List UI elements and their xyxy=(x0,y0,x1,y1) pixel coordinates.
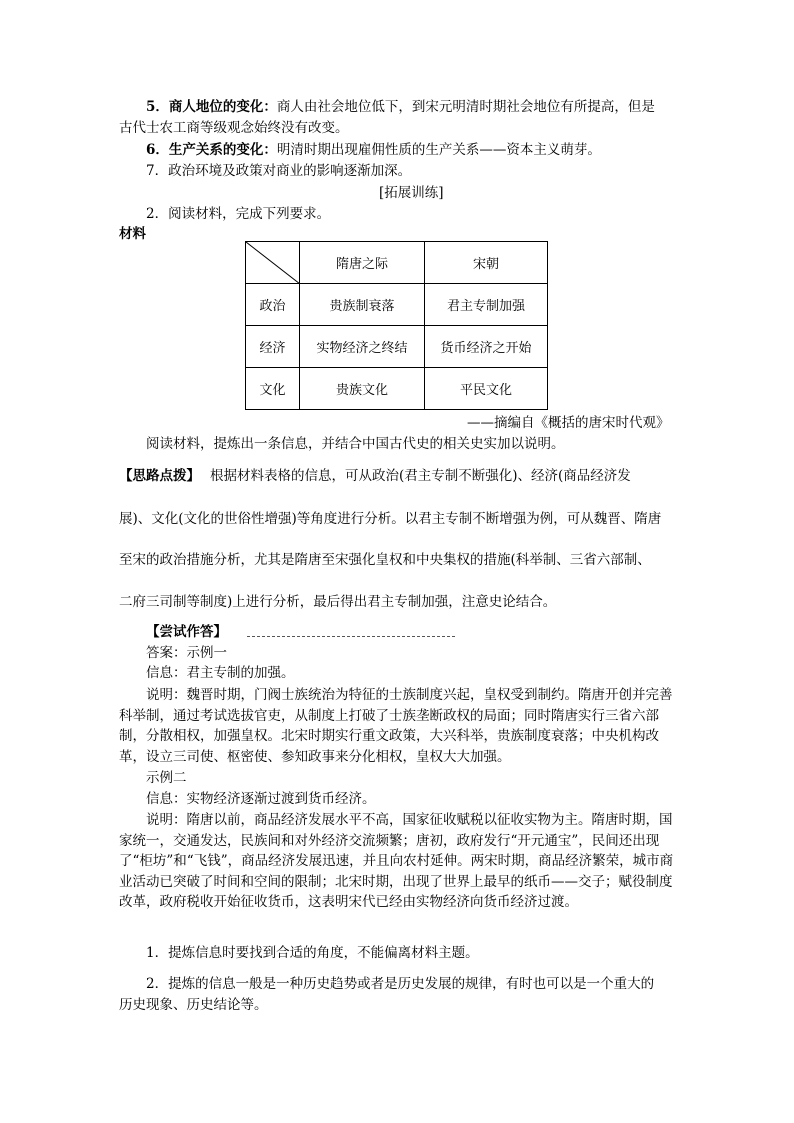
point-5-cont: 古代士农工商等级观念始终没有改变。 xyxy=(119,120,349,136)
point-5 xyxy=(146,97,655,118)
point-5-head: 5．商人地位的变化： xyxy=(146,99,277,115)
section-title: [拓展训练] xyxy=(379,185,444,201)
header-cell: 隋唐之际 xyxy=(300,242,425,284)
row-label: 政治 xyxy=(246,284,300,326)
point-7: 7．政治环境及政策对商业的影响逐渐加深。 xyxy=(146,163,412,179)
table-row xyxy=(246,368,548,410)
row-label: 经济 xyxy=(246,326,300,368)
material-label: 材料 xyxy=(119,226,146,242)
question: 2．阅读材料，完成下列要求。 xyxy=(146,206,331,222)
table-header-row xyxy=(246,242,548,284)
table-row xyxy=(246,284,548,326)
hint-line-2: 展)、文化(文化的世俗性增强)等角度进行分析。以君主专制不断增强为例，可从魏晋、隋唐 xyxy=(119,511,662,527)
diagonal-cell xyxy=(246,242,300,284)
source-citation: ——摘编自《概括的唐宋时代观》 xyxy=(467,415,670,431)
point-5-body: 商人由社会地位低下，到宋元明清时期社会地位有所提高，但是 xyxy=(276,99,655,115)
prompt: 阅读材料，提炼出一条信息，并结合中国古代史的相关史实加以说明。 xyxy=(146,436,565,452)
answer-blank-line xyxy=(247,636,455,637)
point-6-head: 6．生产关系的变化： xyxy=(146,142,277,158)
row-label: 文化 xyxy=(246,368,300,410)
hint-line-1 xyxy=(119,466,631,487)
table-cell: 贵族制衰落 xyxy=(300,284,425,326)
table-cell: 君主专制加强 xyxy=(425,284,548,326)
tip-1: 1．提炼信息时要找到合适的角度，不能偏离材料主题。 xyxy=(146,945,479,961)
example-2-explain: 说明：隋唐以前，商品经济发展水平不高，国家征收赋税以征收实物为主。隋唐时期，国家统一，交通发达，民族间和对外经济交流频繁；唐初，政府发行“开元通宝”，民间还出现了“柜坊”和“飞钱”，商品经济发展迅速，并且向农村延伸。两宋时期，商品经济繁荣，城市商业活动已突破了时间和空间的限制；北宋时期，出现了世界上最早的纸币——交子；赋役制度改革，政府税收开始征收货币，这表明宋代已经由实物经济向货币经济过渡。 xyxy=(119,812,674,910)
material-table xyxy=(245,241,548,410)
point-6-body: 明清时期出现雇佣性质的生产关系——资本主义萌芽。 xyxy=(276,142,601,158)
attempt-label: 【尝试作答】 xyxy=(146,624,227,640)
tip-2-cont: 历史现象、历史结论等。 xyxy=(119,997,268,1013)
hint-line-4: 二府三司制等制度)上进行分析，最后得出君主专制加强，注意史论结合。 xyxy=(119,594,557,610)
example-2-info: 信息：实物经济逐渐过渡到货币经济。 xyxy=(146,791,376,807)
example-1-explain: 说明：魏晋时期，门阀士族统治为特征的士族制度兴起，皇权受到制约。隋唐开创并完善科举制，通过考试选拔官吏，从制度上打破了士族垄断政权的局面；同时隋唐实行三省六部制，分散相权，加强皇权。北宋时期实行重文政策，大兴科举，贵族制度衰落；中央机构改革，设立三司使、枢密使、参知政事来分化相权，皇权大大加强。 xyxy=(119,687,673,765)
example-1-info: 信息：君主专制的加强。 xyxy=(146,665,295,681)
hint-line-3: 至宋的政治措施分析，尤其是隋唐至宋强化皇权和中央集权的措施(科举制、三省六部制、 xyxy=(119,552,651,568)
hint-text: 根据材料表格的信息，可从政治(君主专制不断强化)、经济(商品经济发 xyxy=(210,468,631,484)
diagonal-line xyxy=(246,242,300,284)
hint-label: 【思路点拨】 xyxy=(119,468,200,484)
table-cell: 货币经济之开始 xyxy=(425,326,548,368)
header-cell: 宋朝 xyxy=(425,242,548,284)
answer-label: 答案：示例一 xyxy=(146,645,227,661)
point-6 xyxy=(146,140,601,161)
table-row xyxy=(246,326,548,368)
table-cell: 平民文化 xyxy=(425,368,548,410)
table-cell: 贵族文化 xyxy=(300,368,425,410)
example-2-label: 示例二 xyxy=(146,770,187,786)
table-cell: 实物经济之终结 xyxy=(300,326,425,368)
tip-2: 2．提炼的信息一般是一种历史趋势或者是历史发展的规律，有时也可以是一个重大的 xyxy=(146,976,655,992)
